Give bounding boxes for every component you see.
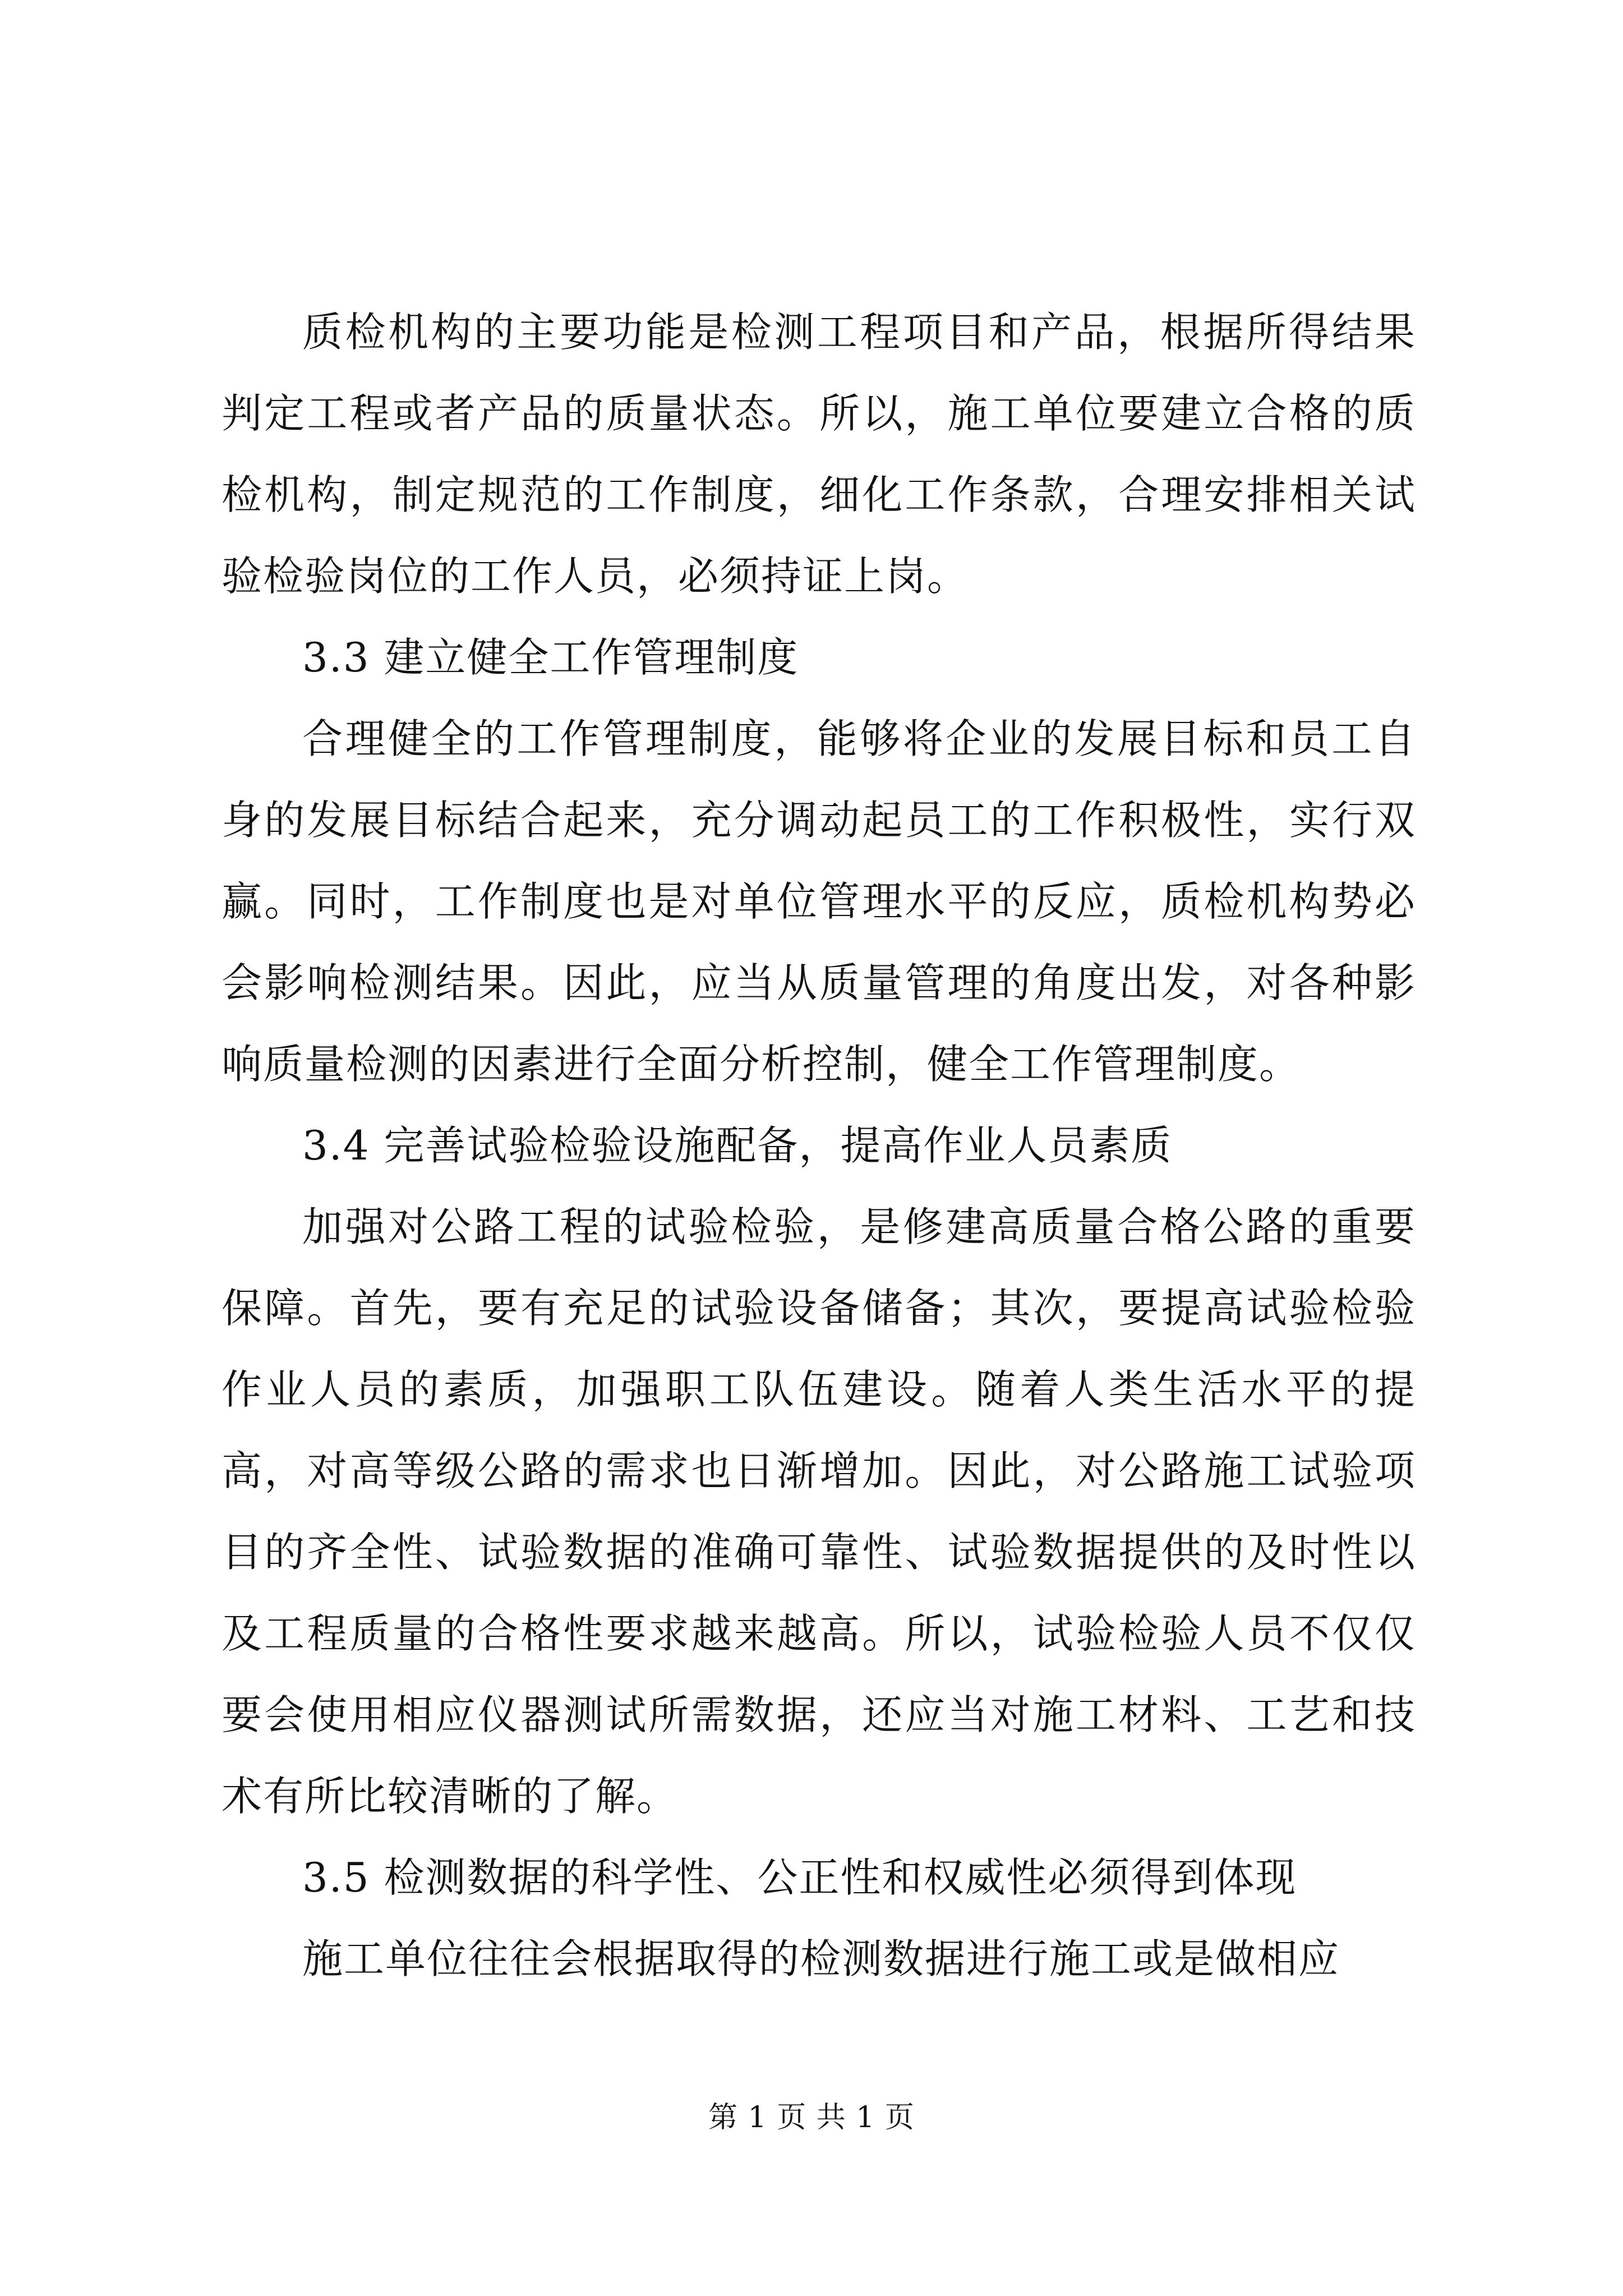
section-heading-3-3: 3.3 建立健全工作管理制度 [302,634,799,681]
paragraph-qc-agency: 质检机构的主要功能是检测工程项目和产品，根据所得结果判定工程或者产品的质量状态。所以，施工单位要建立合格的质检机构，制定规范的工作制度，细化工作条款，合理安排相关试验检验岗位的工作人员，必须持证上岗。 [222,309,1416,600]
document-body [222,292,1416,2000]
page-footer: 第 1 页 共 1 页 [708,2101,915,2134]
section-heading-3-5: 3.5 检测数据的科学性、公正性和权威性必须得到体现 [302,1854,1297,1901]
paragraph-management-system: 合理健全的工作管理制度，能够将企业的发展目标和员工自身的发展目标结合起来，充分调动起员工的工作积极性，实行双赢。同时，工作制度也是对单位管理水平的反应，质检机构势必会影响检测结果。因此，应当从质量管理的角度出发，对各种影响质量检测的因素进行全面分析控制，健全工作管理制度。 [222,715,1416,1088]
paragraph-testing-facilities: 加强对公路工程的试验检验，是修建高质量合格公路的重要保障。首先，要有充足的试验设备储备；其次，要提高试验检验作业人员的素质，加强职工队伍建设。随着人类生活水平的提高，对高等级公路的需求也日渐增加。因此，对公路施工试验项目的齐全性、试验数据的准确可靠性、试验数据提供的及时性以及工程质量的合格性要求越来越高。所以，试验检验人员不仅仅要会使用相应仪器测试所需数据，还应当对施工材料、工艺和技术有所比较清晰的了解。 [222,1203,1416,1820]
paragraph-test-data: 施工单位往往会根据取得的检测数据进行施工或是做相应 [302,1935,1340,1982]
section-heading-3-4: 3.4 完善试验检验设施配备，提高作业人员素质 [302,1122,1173,1169]
